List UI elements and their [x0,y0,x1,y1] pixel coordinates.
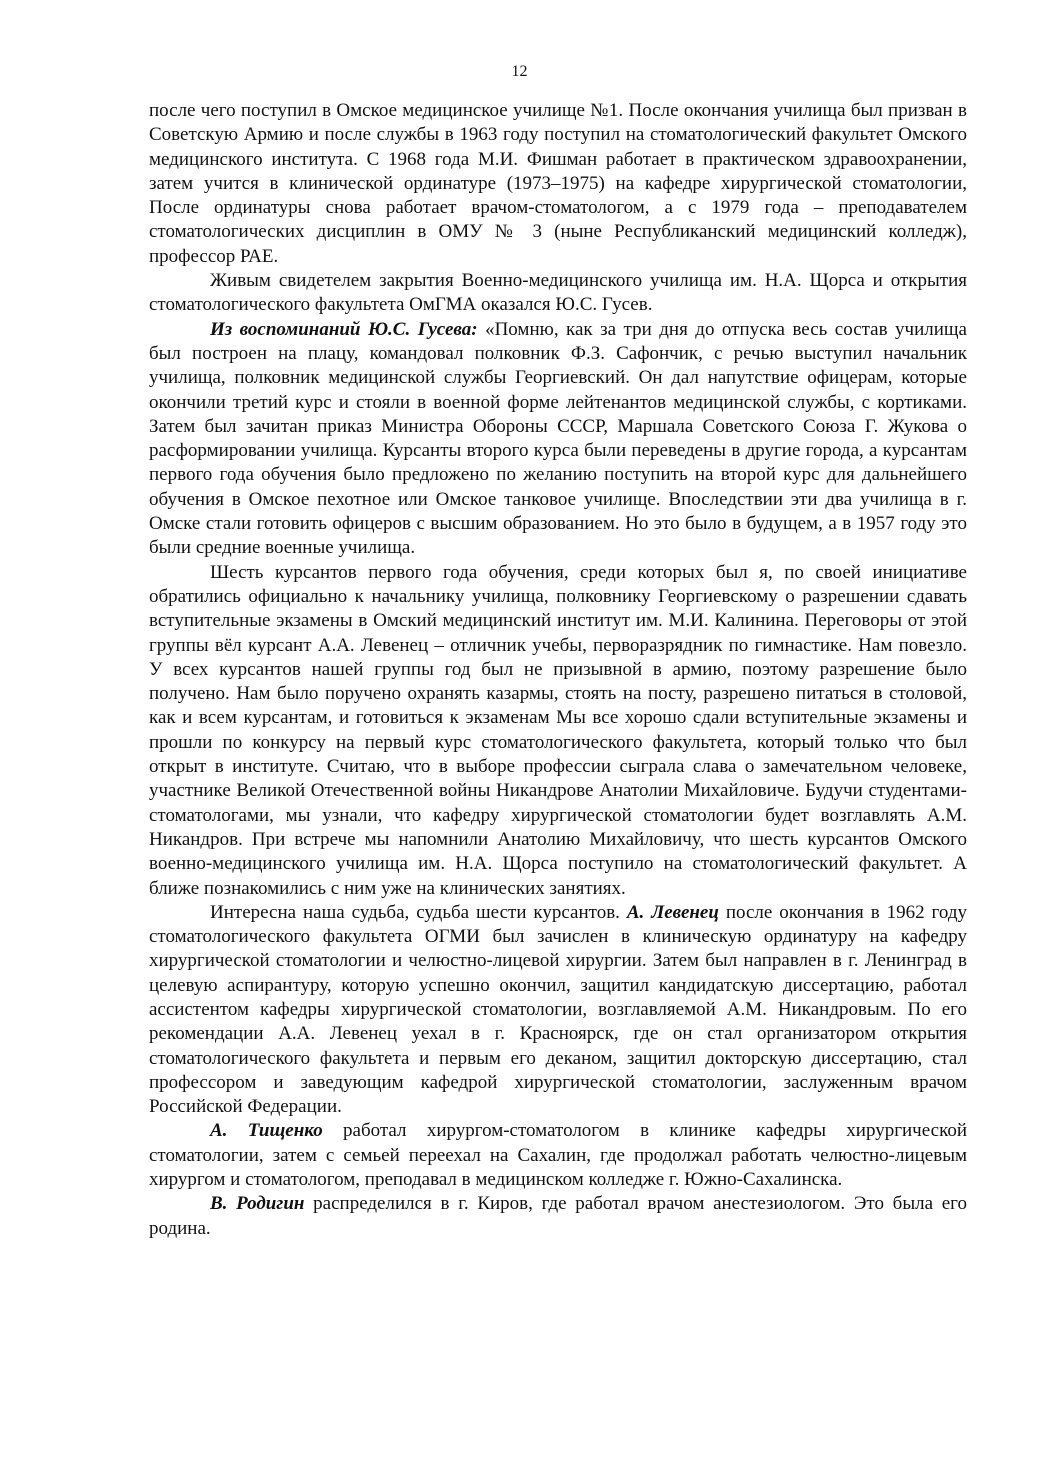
paragraph-rodigin [149,1192,967,1241]
paragraph-gusev-witness: Живым свидетелем закрытия Военно-медицинского училища им. Н.А. Щорса и открытия стоматологического факультета ОмГМА оказался Ю.С. Гусев. [149,270,967,316]
levenets-text: после окончания в 1962 году стоматологического факультета ОГМИ был зачислен в клиническую ординатуру на кафедру хирургической стоматологии и челюстно-лицевой хирургии. Затем был направлен в г. Ленинград в целевую аспирантуру, которую успешно окончил, защитил кандидатскую диссертацию, работал ассистентом кафедры хирургической стоматологии, возглавляемой А.М. Никандровым. По его рекомендации А.А. Левенец уехал в г. Красноярск, где он стал организатором открытия стоматологического факультета и первым его деканом, защитил докторскую диссертацию, стал профессором и заведующим кафедрой хирургической стоматологии, заслуженным врачом Российской Федерации. [149,901,967,1118]
paragraph-tishchenko [149,1119,967,1192]
levenets-name: А. Левенец [626,901,719,923]
memoirs-text: «Помню, как за три дня до отпуска весь состав училища был построен на плацу, командовал полковник Ф.З. Сафончик, с речью выступил начальник училища, полковник медицинской службы Георгиевский. Он дал напутствие офицерам, которые окончили третий курс и стояли в военной форме лейтенантов медицинской службы, с кортиками. Затем был зачитан приказ Министра Обороны СССР, Маршала Советского Союза Г. Жукова о расформировании училища. Курсанты второго курса были переведены в другие города, а курсантам первого года обучения было предложено по желанию поступить на второй курс для дальнейшего обучения в Омское пехотное или Омское танковое училище. Впоследствии эти два училища в г. Омске стали готовить офицеров с высшим образованием. Но это было в будущем, а в 1957 году это были средние военные училища. [149,318,967,559]
tishchenko-text: работал хирургом-стоматологом в клинике кафедры хирургической стоматологии, затем с семьей переехал на Сахалин, где продолжал работать челюстно-лицевым хирургом и стоматологом, преподавал в медицинском колледже г. Южно-Сахалинска. [149,1120,968,1191]
page-number: 12 [511,63,528,80]
page-body [149,99,967,1241]
paragraph-fishman-continued: после чего поступил в Омское медицинское училище №1. После окончания училища был призван в Советскую Армию и после службы в 1963 году поступил на стоматологический факультет Омского медицинского института. С 1968 года М.И. Фишман работает в практическом здравоохранении, затем учится в клинической ординатуре (1973–1975) на кафедре хирургической стоматологии, После ординатуры снова работает врачом-стоматологом, а с 1979 года – преподавателем стоматологических дисциплин в ОМУ № 3 (ныне Республиканский медицинский колледж), профессор РАЕ. [149,100,967,267]
memoirs-heading: Из воспоминаний Ю.С. Гусева: [210,318,478,340]
tishchenko-name: А. Тищенко [210,1120,323,1142]
rodigin-name: В. Родигин [210,1193,305,1215]
levenets-intro: Интересна наша судьба, судьба шести курсантов. [210,901,627,923]
paragraph-six-cadets: Шесть курсантов первого года обучения, среди которых был я, по своей инициативе обратились официально к начальнику училища, полковнику Георгиевскому о разрешении сдавать вступительные экзамены в Омский медицинский институт им. М.И. Калинина. Переговоры от этой группы вёл курсант А.А. Левенец – отличник учебы, перворазрядник по гимнастике. Нам повезло. У всех курсантов нашей группы год был не призывной в армию, поэтому разрешение было получено. Нам было поручено охранять казармы, стоять на посту, разрешено питаться в столовой, как и всем курсантам, и готовиться к экзаменам Мы все хорошо сдали вступительные экзамены и прошли по конкурсу на первый курс стоматологического факультета, который только что был открыт в институте. Считаю, что в выборе профессии сыграла слава о замечательном человеке, участнике Великой Отечественной войны Никандрове Анатолии Михайловиче. Будучи студентами-стоматологами, мы узнали, что кафедру хирургической стоматологии будет возглавлять А.М. Никандров. При встрече мы напомнили Анатолию Михайловичу, что шесть курсантов Омского военно-медицинского училища им. Н.А. Щорса поступило на стоматологический факультет. А ближе познакомились с ним уже на клинических занятиях. [149,561,967,899]
paragraph-gusev-memoirs [149,318,967,561]
rodigin-text: распределился в г. Киров, где работал врачом анестезиологом. Это была его родина. [149,1193,967,1239]
paragraph-levenets [149,901,967,1120]
